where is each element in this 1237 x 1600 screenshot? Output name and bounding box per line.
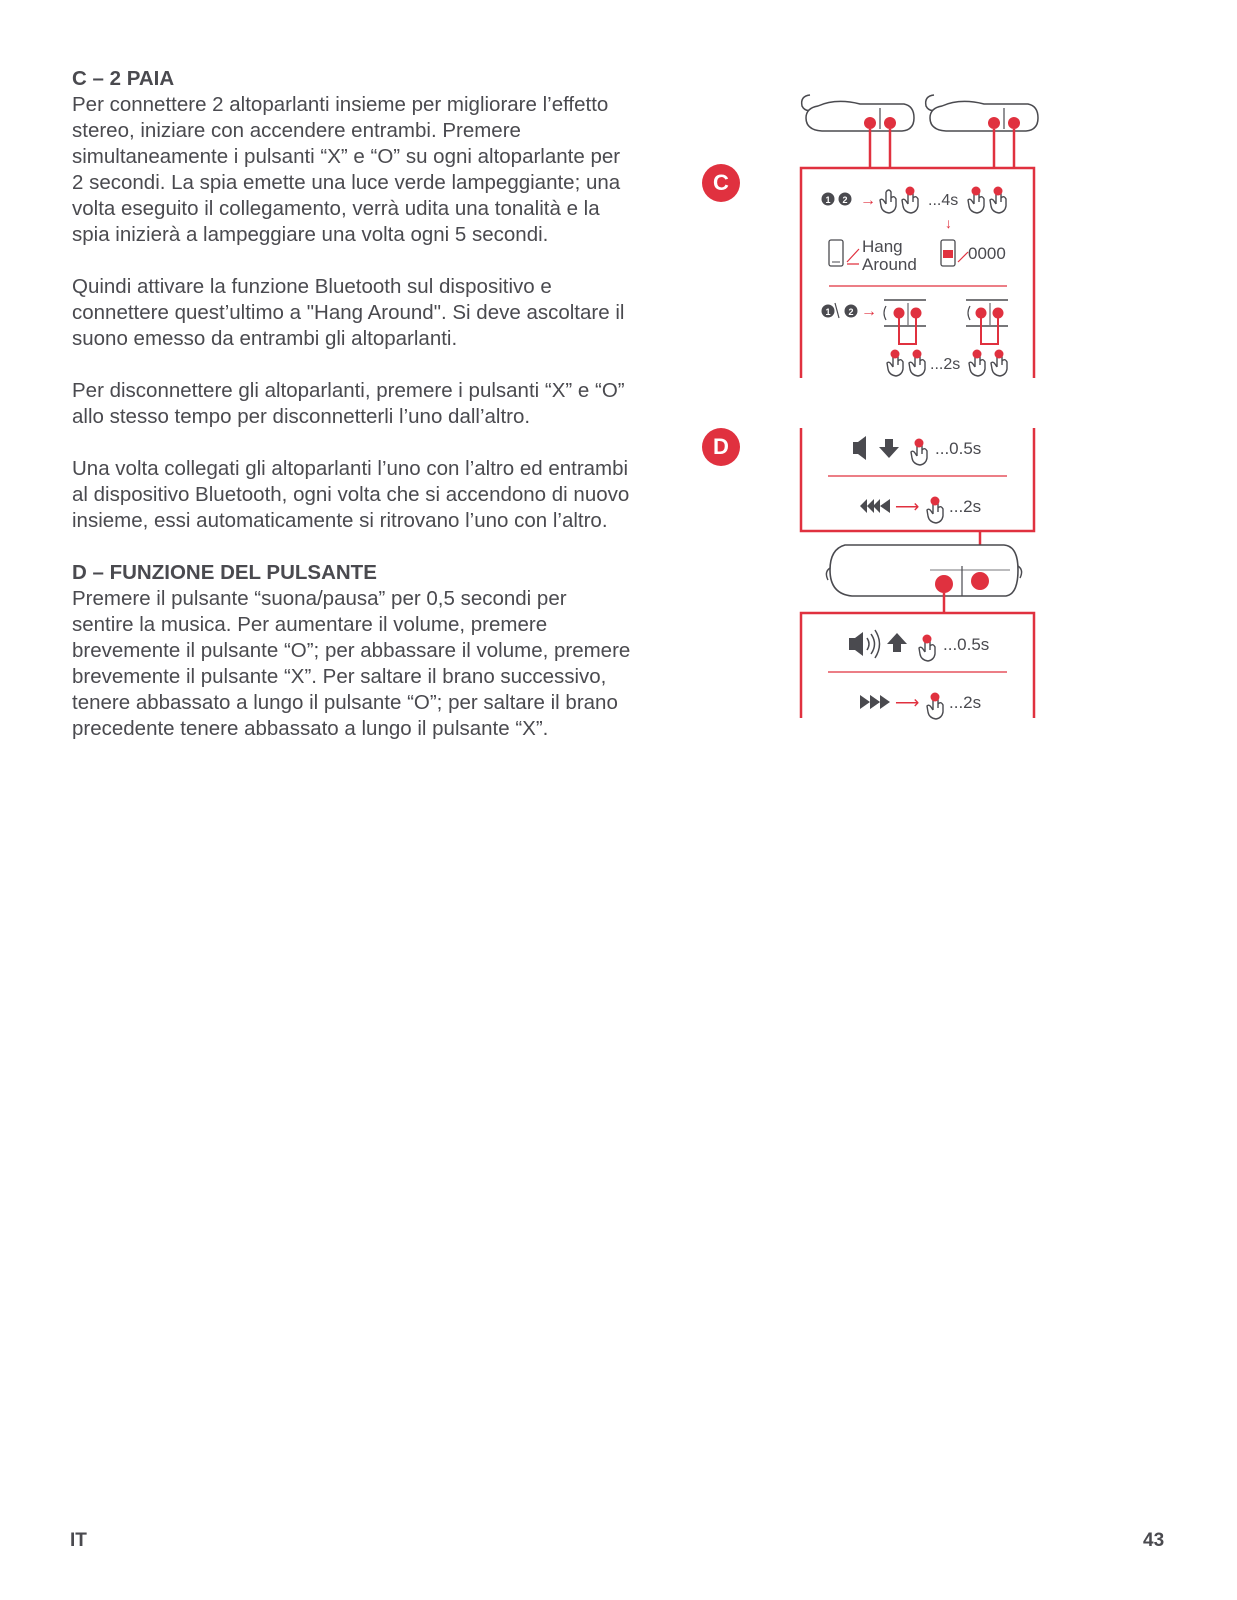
section-c-paragraph-3: Per disconnettere gli altoparlanti, premere i pulsanti “X” e “O” allo stesso tempo per disconnetterli l’uno dall’altro.: [72, 379, 625, 428]
speaker-loud-icon: [849, 632, 863, 656]
step-1-time-label: ...4s: [928, 192, 959, 209]
page-number: 43: [1143, 1530, 1165, 1551]
step-2-row: [829, 237, 1007, 286]
step-3-time-label: ...2s: [930, 356, 961, 373]
speaker-1-icon: [802, 95, 914, 131]
section-d-heading: D – FUNZIONE DEL PULSANTE: [72, 561, 377, 584]
fast-forward-icon: [870, 695, 890, 709]
device-name-line-2: Around: [862, 255, 917, 274]
svg-text:⟶: ⟶: [895, 497, 920, 516]
speaker-buttons-icon: [826, 545, 1021, 596]
svg-text:2: 2: [848, 307, 854, 317]
prev-row: [860, 497, 981, 524]
svg-text:↓: ↓: [945, 215, 952, 231]
section-c-paragraph-4: Una volta collegati gli altoparlanti l’uno con l’altro ed entrambi al dispositivo Bluetooth, ogni volta che si accendono di nuovo insieme, essi automaticamente si ritrovano l’uno con l’altro.: [72, 457, 630, 532]
diagram-c: [801, 95, 1038, 378]
arrow-up-icon: [887, 633, 907, 652]
vol-up-row: [849, 630, 989, 661]
step-3-row: [822, 300, 1009, 376]
speaker-2-icon: [926, 95, 1038, 131]
section-d-paragraph-1: Premere il pulsante “suona/pausa” per 0,5 secondi per sentire la musica. Per aumentare il volume, premere brevemente il pulsante “O”; per abbassare il volume, premere brevemente il pulsante “X”. Per saltare il brano successivo, tenere abbassato a lungo il pulsante “O”; per saltare il brano precedente tenere abbassato a lungo il pulsante “X”.: [72, 587, 631, 740]
section-c-heading: C – 2 PAIA: [72, 67, 175, 90]
vol-down-time-label: ...0.5s: [935, 439, 982, 458]
speaker-volume-icon: [853, 436, 866, 460]
footer-language: IT: [70, 1530, 87, 1551]
diagram-d: [801, 428, 1034, 719]
step-1-row: [822, 187, 1007, 232]
device-name-line-1: Hang: [862, 237, 903, 256]
vol-up-time-label: ...0.5s: [943, 635, 990, 654]
prev-time-label: ...2s: [949, 497, 982, 516]
next-row: [860, 693, 981, 720]
section-c-badge: C: [702, 164, 740, 202]
vol-down-row: [853, 436, 981, 465]
svg-text:⟶: ⟶: [895, 693, 920, 712]
section-c-paragraph-2: Quindi attivare la funzione Bluetooth sul dispositivo e connettere quest’ultimo a "Hang Around". Si deve ascoltare il suono emesso da entrambi gli altoparlanti.: [72, 275, 625, 350]
pin-code-label: 0000: [968, 244, 1006, 263]
svg-text:1: 1: [825, 307, 831, 317]
section-d-badge: D: [702, 428, 740, 466]
arrow-down-icon: [879, 439, 899, 458]
rewind-icon: [873, 499, 890, 513]
svg-text:1: 1: [825, 195, 831, 205]
section-c-paragraph-1: Per connettere 2 altoparlanti insieme per migliorare l’effetto stereo, iniziare con accendere entrambi. Premere simultaneamente i pulsanti “X” e “O” su ogni altoparlante per 2 secondi. La spia emette una luce verde lampeggiante; una volta eseguito il collegamento, verrà udita una tonalità e la spia inizierà a lampeggiare una volta ogni 5 secondi.: [72, 93, 621, 246]
next-time-label: ...2s: [949, 693, 982, 712]
svg-text:2: 2: [842, 195, 848, 205]
svg-text:→: →: [860, 192, 876, 209]
svg-text:→: →: [861, 303, 877, 320]
